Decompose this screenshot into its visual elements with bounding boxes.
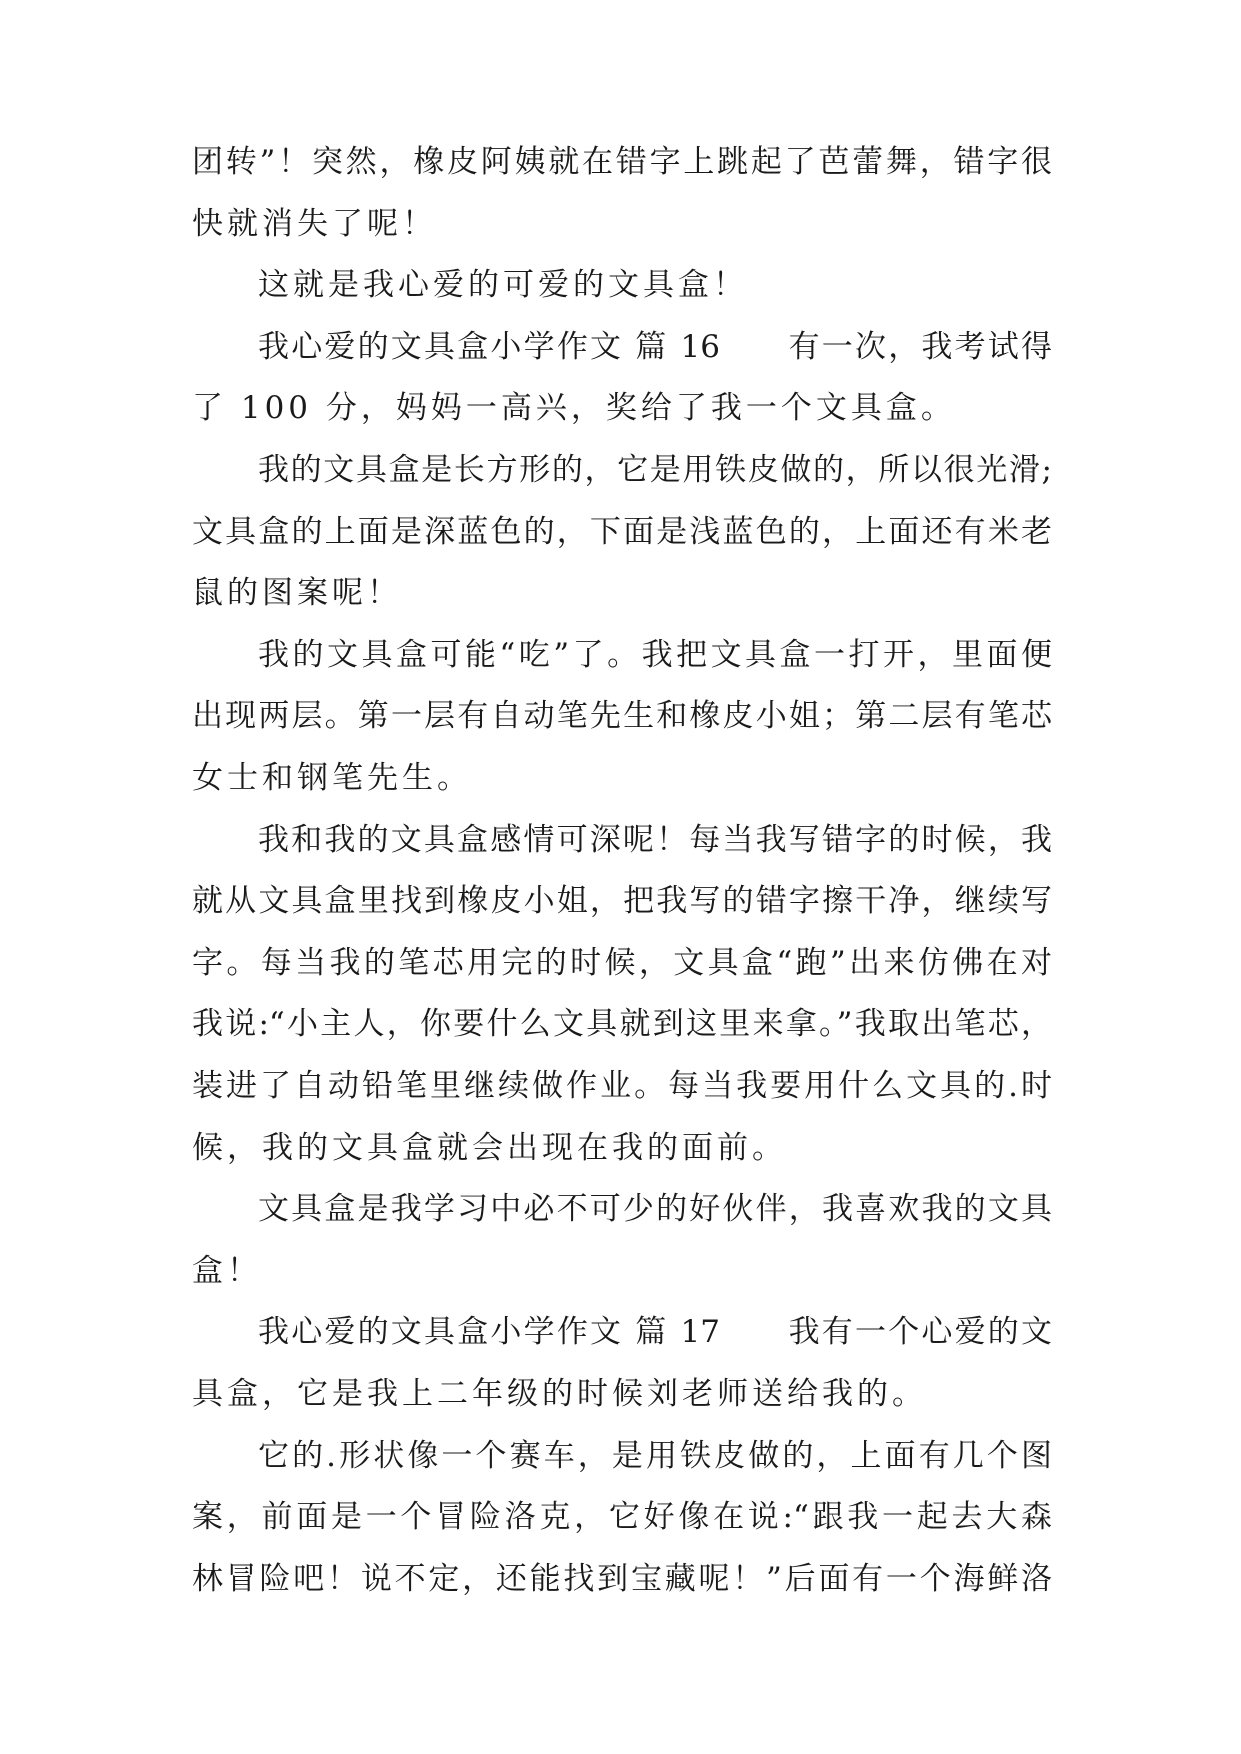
text-line: 了 100 分，妈妈一高兴，奖给了我一个文具盒。 [192,390,956,426]
text-line: 出现两层。第一层有自动笔先生和橡皮小姐；第二层有笔芯 [192,698,1052,734]
text-line: 我心爱的文具盒小学作文 篇 16 有一次，我考试得 [258,329,1052,365]
text-line: 我的文具盒可能“吃”了。我把文具盒一打开，里面便 [258,637,1052,673]
text-line: 女士和钢笔先生。 [192,760,472,796]
text-line: 具盒，它是我上二年级的时候刘老师送给我的。 [192,1376,927,1412]
text-line: 我心爱的文具盒小学作文 篇 17 我有一个心爱的文 [258,1314,1052,1350]
text-line: 就从文具盒里找到橡皮小姐，把我写的错字擦干净，继续写 [192,883,1052,919]
text-line: 团转”！突然，橡皮阿姨就在错字上跳起了芭蕾舞，错字很 [192,144,1052,180]
text-line: 林冒险吧！说不定，还能找到宝藏呢！”后面有一个海鲜洛 [192,1561,1052,1597]
text-line: 装进了自动铅笔里继续做作业。每当我要用什么文具的.时 [192,1068,1052,1104]
text-line: 这就是我心爱的可爱的文具盒！ [258,267,748,303]
text-line: 文具盒是我学习中必不可少的好伙伴，我喜欢我的文具 [258,1191,1052,1227]
text-line: 我说:“小主人，你要什么文具就到这里来拿。”我取出笔芯， [192,1006,1052,1042]
text-line: 快就消失了呢！ [192,206,437,242]
text-line: 它的.形状像一个赛车，是用铁皮做的，上面有几个图 [258,1438,1052,1474]
text-line: 候，我的文具盒就会出现在我的面前。 [192,1130,787,1166]
text-line: 案，前面是一个冒险洛克，它好像在说:“跟我一起去大森 [192,1499,1052,1535]
text-line: 我的文具盒是长方形的，它是用铁皮做的，所以很光滑; [258,452,1052,488]
text-line: 我和我的文具盒感情可深呢！每当我写错字的时候，我 [258,822,1052,858]
text-line: 文具盒的上面是深蓝色的，下面是浅蓝色的，上面还有米老 [192,514,1052,550]
text-line: 鼠的图案呢！ [192,575,402,611]
text-line: 盒！ [192,1253,262,1289]
text-line: 字。每当我的笔芯用完的时候，文具盒“跑”出来仿佛在对 [192,945,1052,981]
